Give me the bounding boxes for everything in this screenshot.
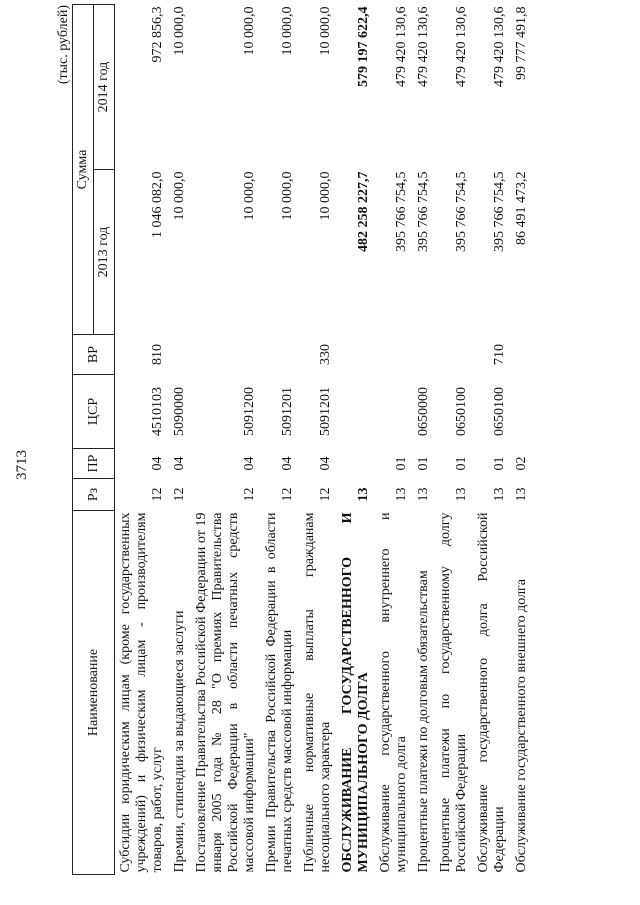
row-vr [413, 335, 435, 375]
row-csr [375, 375, 413, 449]
row-name: Процентные платежи по долговым обязательствам [416, 570, 431, 873]
row-name: Премии, стипендии за выдающиеся заслуги [172, 610, 187, 873]
units-note: (тыс. рублей) [56, 5, 71, 85]
row-pr: 04 [242, 456, 257, 471]
row-rz: 13 [356, 487, 371, 502]
row-name: ОБСЛУЖИВАНИЕ ГОСУДАРСТВЕННОГО И МУНИЦИПАЛЬНОГО ДОЛГА [340, 512, 371, 873]
header-sum: Сумма [73, 5, 94, 335]
row-rz: 12 [242, 487, 257, 502]
row-csr: 5091201 [318, 387, 333, 436]
row-vr [435, 335, 473, 375]
row-amount-2014: 10 000,0 [242, 6, 257, 56]
table-row [473, 5, 511, 875]
row-amount-2014: 10 000,0 [280, 6, 295, 56]
row-vr [169, 335, 191, 375]
row-vr: 810 [150, 344, 165, 365]
row-pr: 01 [416, 456, 431, 471]
row-amount-2014: 972 856,3 [150, 6, 165, 63]
row-vr [375, 335, 413, 375]
row-csr: 5091200 [242, 387, 257, 436]
row-amount-2013: 395 766 754,5 [394, 171, 409, 252]
row-rz: 13 [394, 487, 409, 502]
row-vr [337, 335, 375, 375]
row-pr [337, 449, 375, 479]
header-rz: Рз [73, 479, 115, 511]
row-pr: 04 [318, 456, 333, 471]
row-amount-2014: 479 420 130,6 [454, 6, 469, 87]
table-row [261, 5, 299, 875]
row-name: Обслуживание государственного внутреннего и муниципального долга [378, 512, 409, 873]
row-rz: 13 [492, 487, 507, 502]
row-vr: 710 [492, 344, 507, 365]
table-row [375, 5, 413, 875]
row-csr: 5090000 [172, 387, 187, 436]
row-amount-2014: 10 000,0 [318, 6, 333, 56]
row-pr: 02 [514, 456, 529, 471]
table-row [191, 5, 261, 875]
row-amount-2013: 10 000,0 [172, 171, 187, 221]
table-row [169, 5, 191, 875]
row-amount-2013: 395 766 754,5 [492, 171, 507, 252]
row-rz: 12 [172, 487, 187, 502]
table-row [299, 5, 337, 875]
table-body [115, 5, 534, 875]
row-name: Премии Правительства Российской Федерации в области печатных средств массовой информации [264, 512, 295, 873]
row-amount-2013: 1 046 082,0 [150, 171, 165, 238]
row-pr: 04 [150, 456, 165, 471]
row-amount-2013: 10 000,0 [280, 171, 295, 221]
row-name: Публичные нормативные выплаты гражданам несоциального характера [302, 512, 333, 873]
row-vr: 330 [318, 344, 333, 365]
table-row [115, 5, 170, 875]
row-name: Постановление Правительства Российской Федерации от 19 января 2005 года № 28 "О премиях Правительства Российской Федерации в области печатных средств массовой информации" [194, 512, 257, 873]
row-vr [511, 335, 533, 375]
row-csr [337, 375, 375, 449]
header-pr: ПР [73, 449, 115, 479]
row-amount-2013: 395 766 754,5 [416, 171, 431, 252]
row-name: Субсидии юридическим лицам (кроме государственных учреждений) и физическим лицам - производителям товаров, работ, услуг [118, 512, 165, 873]
row-rz: 13 [416, 487, 431, 502]
row-pr: 04 [280, 456, 295, 471]
row-amount-2014: 99 777 491,8 [514, 6, 529, 80]
header-csr: ЦСР [73, 375, 115, 449]
row-csr [511, 375, 533, 449]
header-name: Наименование [73, 511, 115, 875]
budget-table [72, 4, 533, 875]
row-name: Обслуживание государственного долга Российской Федерации [476, 512, 507, 873]
row-csr: 0650100 [492, 387, 507, 436]
row-vr [191, 335, 261, 375]
row-pr: 01 [492, 456, 507, 471]
row-amount-2014: 10 000,0 [172, 6, 187, 56]
row-csr: 5091201 [280, 387, 295, 436]
row-rz: 12 [280, 487, 295, 502]
row-amount-2014: 479 420 130,6 [492, 6, 507, 87]
row-pr: 04 [172, 456, 187, 471]
row-amount-2014: 579 197 622,4 [356, 6, 371, 87]
row-name: Процентные платежи по государственному долгу Российской Федерации [438, 512, 469, 873]
row-csr: 0650000 [416, 387, 431, 436]
row-amount-2014: 479 420 130,6 [416, 6, 431, 87]
row-csr: 4510103 [150, 387, 165, 436]
header-vr: ВР [73, 335, 115, 375]
row-name: Обслуживание государственного внешнего долга [514, 578, 529, 873]
row-amount-2013: 10 000,0 [242, 171, 257, 221]
row-amount-2013: 482 258 227,7 [356, 171, 371, 252]
row-amount-2013: 86 491 473,2 [514, 171, 529, 245]
header-2014: 2014 год [94, 5, 115, 170]
row-amount-2013: 395 766 754,5 [454, 171, 469, 252]
page-number: 3713 [14, 450, 30, 480]
row-rz: 12 [318, 487, 333, 502]
table-row [435, 5, 473, 875]
row-pr: 01 [394, 456, 409, 471]
row-amount-2013: 10 000,0 [318, 171, 333, 221]
table-row [511, 5, 533, 875]
row-csr: 0650100 [454, 387, 469, 436]
row-pr: 01 [454, 456, 469, 471]
row-amount-2014: 479 420 130,6 [394, 6, 409, 87]
row-vr [261, 335, 299, 375]
header-2013: 2013 год [94, 170, 115, 335]
row-rz: 13 [454, 487, 469, 502]
row-rz: 13 [514, 487, 529, 502]
table-row [413, 5, 435, 875]
table-row [337, 5, 375, 875]
row-rz: 12 [150, 487, 165, 502]
